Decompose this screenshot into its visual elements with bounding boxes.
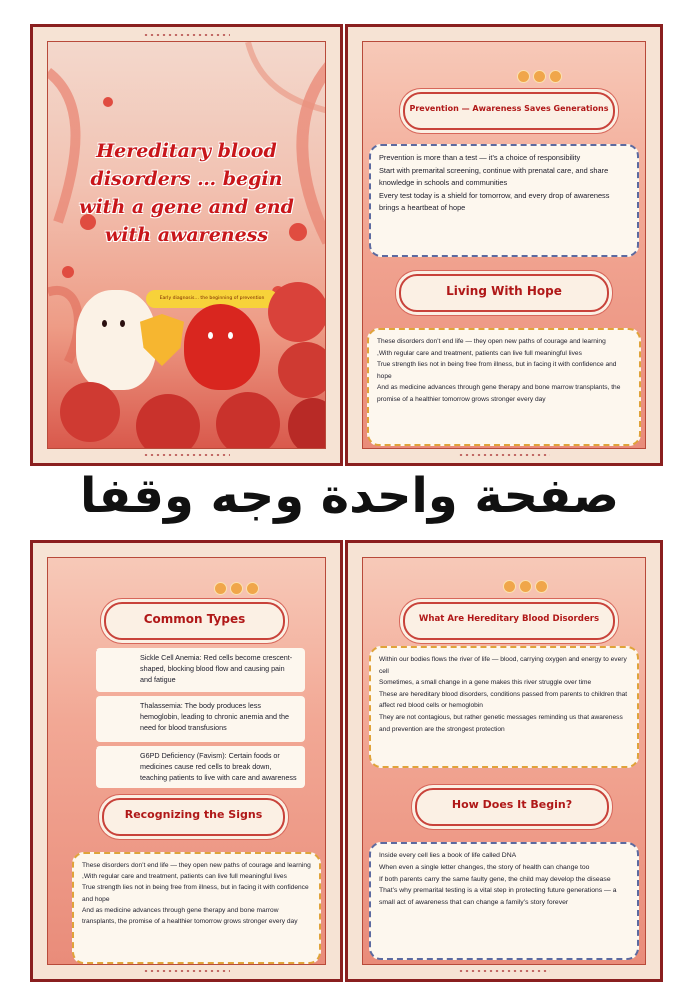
eye-icon bbox=[228, 332, 233, 339]
type-item bbox=[96, 746, 305, 788]
type-text: G6PD Deficiency (Favism): Certain foods or medicines cause red cells to break down, teaching patients to live with care and awareness bbox=[140, 751, 297, 782]
header-text: Recognizing the Signs bbox=[124, 808, 263, 821]
card-line: That’s why premarital testing is a vital step in protecting future generations — a small act of awareness that can change a family’s story forever bbox=[379, 887, 617, 907]
prevention-card bbox=[369, 144, 639, 257]
card-line: Start with premarital screening, continue with prenatal care, and share knowledge in schools and communities bbox=[379, 165, 609, 188]
header-text: How Does It Begin? bbox=[451, 798, 573, 811]
border-ornament bbox=[143, 969, 230, 973]
eye-icon bbox=[120, 320, 125, 327]
hope-card bbox=[367, 328, 641, 446]
card-line: Every test today is a shield for tomorrow, and every drop of awareness brings a heartbeat of hope bbox=[379, 190, 610, 213]
card-line: ,With regular care and treatment, patients can live full meaningful lives bbox=[377, 349, 582, 357]
circle-ornament bbox=[517, 70, 562, 83]
cover-title bbox=[58, 137, 315, 249]
page-cover bbox=[30, 24, 343, 466]
card-line: Prevention is more than a test — it’s a choice of responsibility bbox=[379, 153, 581, 162]
card-line: True strength lies not in being free from illness, but in facing it with confidence and hope bbox=[377, 361, 617, 380]
sad-cell bbox=[60, 382, 120, 442]
signs-card bbox=[72, 852, 321, 964]
tagline-pill: Early diagnosis… the beginning of prevention bbox=[146, 290, 278, 308]
type-item bbox=[96, 696, 305, 742]
card-line: True strength lies not in being free from illness, but in facing it with confidence and hope bbox=[82, 884, 309, 903]
title-line: disorders … begin bbox=[90, 168, 283, 190]
border-ornament bbox=[143, 33, 230, 37]
card-line: These disorders don’t end life — they open new paths of courage and learning bbox=[377, 338, 606, 345]
title-line: with awareness bbox=[104, 224, 269, 246]
circle-ornament bbox=[214, 582, 259, 595]
middle-arabic-caption: صفحة واحدة وجه وقفا bbox=[79, 468, 620, 524]
section-header bbox=[403, 602, 615, 640]
border-ornament bbox=[143, 453, 230, 457]
title-line: Hereditary blood bbox=[96, 140, 277, 162]
title-line: with a gene and end bbox=[79, 196, 294, 218]
page-background bbox=[362, 557, 646, 965]
definition-card bbox=[369, 646, 639, 768]
border-ornament bbox=[458, 453, 550, 457]
sad-cell bbox=[136, 394, 200, 449]
sad-cell bbox=[216, 392, 280, 449]
eye-icon bbox=[208, 332, 213, 339]
section-header bbox=[104, 602, 285, 640]
page-background bbox=[362, 41, 646, 449]
section-header bbox=[102, 798, 285, 836]
header-text: Prevention — Awareness Saves Generations bbox=[409, 104, 609, 113]
page-what-are bbox=[345, 540, 663, 982]
type-text: Thalassemia: The body produces less hemoglobin, leading to chronic anemia and the need for blood transfusions bbox=[140, 701, 290, 732]
card-line: When even a single letter changes, the story of health can change too bbox=[379, 863, 590, 871]
type-item bbox=[96, 648, 305, 692]
card-line: ,With regular care and treatment, patients can live full meaningful lives bbox=[82, 873, 287, 881]
cover-artwork bbox=[47, 41, 326, 449]
section-header bbox=[403, 92, 615, 130]
begin-card bbox=[369, 842, 639, 960]
page-prevention bbox=[345, 24, 663, 466]
header-text: Living With Hope bbox=[446, 284, 562, 298]
page-common-types bbox=[30, 540, 343, 982]
card-line: And as medicine advances through gene therapy and bone marrow transplants, the promise of a healthier tomorrow grows stronger every day bbox=[377, 384, 621, 403]
card-line: They are not contagious, but rather genetic messages reminding us that awareness and prevention are the strongest protection bbox=[379, 713, 623, 733]
circle-ornament bbox=[503, 580, 548, 593]
section-header bbox=[415, 788, 609, 826]
card-line: If both parents carry the same faulty gene, the child may develop the disease bbox=[379, 875, 611, 883]
card-line: These disorders don’t end life — they open new paths of courage and learning bbox=[82, 862, 311, 869]
card-line: And as medicine advances through gene therapy and bone marrow transplants, the promise of a healthier tomorrow grows stronger every day bbox=[82, 906, 298, 926]
section-header bbox=[399, 274, 609, 312]
card-line: Sometimes, a small change in a gene makes this river struggle over time bbox=[379, 679, 592, 687]
header-text: What Are Hereditary Blood Disorders bbox=[418, 614, 600, 624]
sad-cell bbox=[268, 282, 326, 342]
eye-icon bbox=[102, 320, 107, 327]
card-line: Inside every cell lies a book of life called DNA bbox=[379, 852, 517, 859]
type-text: Sickle Cell Anemia: Red cells become crescent-shaped, blocking blood flow and causing pain and fatigue bbox=[140, 653, 293, 684]
border-ornament bbox=[458, 969, 550, 973]
header-text: Common Types bbox=[143, 612, 246, 626]
red-cell-character bbox=[184, 304, 260, 390]
card-line: Within our bodies flows the river of life — blood, carrying oxygen and energy to every cell bbox=[379, 656, 627, 675]
sad-cell bbox=[278, 342, 326, 398]
page-background bbox=[47, 557, 326, 965]
card-line: These are hereditary blood disorders, conditions passed from parents to children that affect red blood cells or hemoglobin bbox=[379, 690, 628, 710]
